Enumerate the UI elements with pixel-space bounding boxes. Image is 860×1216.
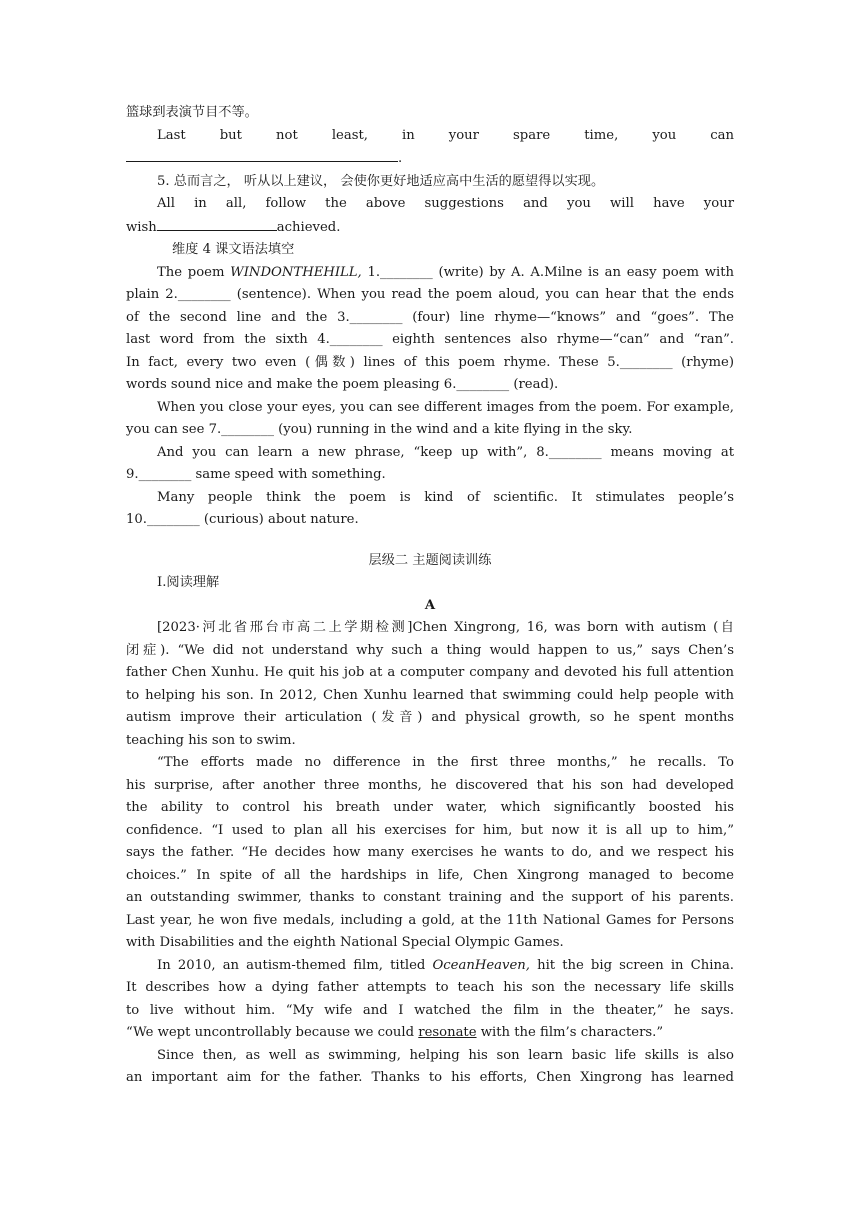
text-line: with Disabilities and the eighth National Special Olympic Games. bbox=[126, 935, 564, 950]
text-line: 闭症). “We did not understand why such a thing would happen to us,” says Chen’s bbox=[126, 642, 734, 658]
underlined-word: resonate bbox=[418, 1025, 477, 1040]
text-line: plain 2.________ (sentence). When you read the poem aloud, you can hear that the ends bbox=[126, 287, 734, 302]
text-line: 5. 总而言之， 听从以上建议， 会使你更好地适应高中生活的愿望得以实现。 bbox=[157, 173, 605, 189]
text-line: you can see 7.________ (you) running in the wind and a kite flying in the sky. bbox=[126, 422, 633, 437]
text-line: All in all, follow the above suggestions and you will have your bbox=[157, 196, 734, 211]
text-line: 10.________ (curious) about nature. bbox=[126, 512, 359, 527]
text-line: to live without him. “My wife and I watched the film in the theater,” he says. bbox=[126, 1002, 734, 1018]
text-line: 9.________ same speed with something. bbox=[126, 467, 386, 482]
text-line: The poem WINDONTHEHILL, 1.________ (write) by A. A.Milne is an easy poem with bbox=[157, 264, 734, 280]
text-line: last word from the sixth 4.________ eighth sentences also rhyme—“can” and “ran”. bbox=[126, 332, 734, 347]
text-line: to helping his son. In 2012, Chen Xunhu learned that swimming could help people with bbox=[126, 687, 734, 703]
text-line: When you close your eyes, you can see different images from the poem. For example, bbox=[157, 399, 734, 415]
text-line: Since then, as well as swimming, helping his son learn basic life skills is also bbox=[157, 1047, 734, 1063]
text-line: an outstanding swimmer, thanks to constant training and the support of his parents. bbox=[126, 890, 734, 905]
text-line: his surprise, after another three months, he discovered that his son had developed bbox=[126, 777, 734, 793]
text-line: [2023·河北省邢台市高二上学期检测]Chen Xingrong, 16, was born with autism (自 bbox=[157, 620, 734, 635]
text-line: words sound nice and make the poem pleasing 6.________ (read). bbox=[126, 377, 559, 392]
text-line: autism improve their articulation (发音) and physical growth, so he spent months bbox=[126, 710, 734, 725]
text-line: In fact, every two even (偶数) lines of this poem rhyme. These 5.________ (rhyme) bbox=[126, 354, 734, 370]
text-line: an important aim for the father. Thanks to his efforts, Chen Xingrong has learned bbox=[126, 1070, 734, 1085]
text-line: father Chen Xunhu. He quit his job at a computer company and devoted his full attention bbox=[126, 665, 734, 680]
level-heading: 层级二 主题阅读训练 bbox=[368, 552, 492, 568]
text-line: “The efforts made no difference in the first three months,” he recalls. To bbox=[157, 755, 734, 770]
text-line: It describes how a dying father attempts to teach his son the necessary life skills bbox=[126, 980, 734, 995]
document-page bbox=[126, 102, 734, 1090]
text-line: 篮球到表演节目不等。 bbox=[126, 105, 258, 120]
text-line: says the father. “He decides how many exercises he wants to do, and we respect his bbox=[126, 845, 734, 860]
answer-blank bbox=[157, 216, 277, 231]
text-line: choices.” In spite of all the hardships in life, Chen Xingrong managed to become bbox=[126, 867, 734, 883]
spacer bbox=[126, 532, 734, 550]
text-line: wish achieved. bbox=[126, 216, 734, 240]
text-line: “We wept uncontrollably because we could resonate with the film’s characters.” bbox=[126, 1025, 664, 1040]
text-line: . bbox=[126, 147, 734, 171]
text-line: Many people think the poem is kind of scientific. It stimulates people’s bbox=[157, 489, 734, 505]
text-line: Last but not least, in your spare time, you can bbox=[157, 127, 734, 143]
text-line: In 2010, an autism-themed film, titled OceanHeaven, hit the big screen in China. bbox=[157, 957, 735, 973]
text-line: confidence. “I used to plan all his exercises for him, but now it is all up to him,” bbox=[126, 822, 734, 838]
text-line: Last year, he won five medals, including a gold, at the 11th National Games for Persons bbox=[126, 912, 734, 928]
text-line: of the second line and the 3.________ (four) line rhyme—“knows” and “goes”. The bbox=[126, 309, 734, 325]
text-line: And you can learn a new phrase, “keep up with”, 8.________ means moving at bbox=[157, 444, 734, 460]
section-heading: 维度 4 课文语法填空 bbox=[172, 242, 295, 257]
passage-label: A bbox=[424, 597, 436, 613]
answer-blank bbox=[126, 147, 398, 162]
text-line: the ability to control his breath under water, which significantly boosted his bbox=[126, 800, 734, 815]
text-line: teaching his son to swim. bbox=[126, 732, 296, 748]
part-heading: Ⅰ.阅读理解 bbox=[157, 575, 220, 590]
